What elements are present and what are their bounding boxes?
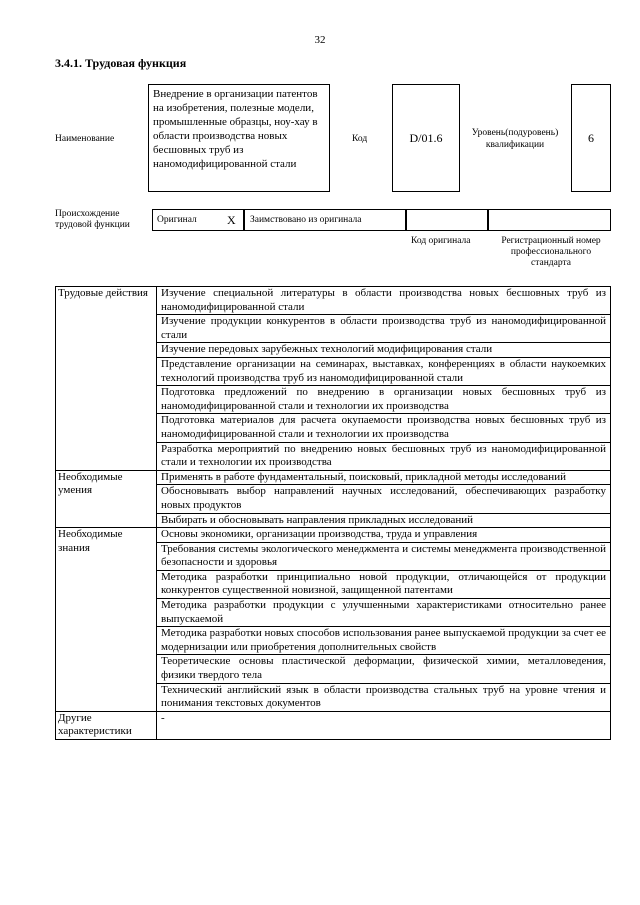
item-text: Технический английский язык в области производства стальных труб на уровне чтения и понимания текстовых документов bbox=[157, 683, 611, 711]
page-number: 32 bbox=[314, 34, 326, 46]
item-text: Методика разработки новых способов использования ранее выпускаемой продукции за счет ее модернизации или приобретения дополнительных свойств bbox=[157, 627, 611, 655]
table-row bbox=[56, 287, 611, 315]
item-text: Применять в работе фундаментальный, поисковый, прикладной методы исследований bbox=[157, 470, 611, 485]
item-text: Подготовка предложений по внедрению в организации новых бесшовных труб из наномодифицированной стали и технологии их производства bbox=[157, 386, 611, 414]
name-value-box: Внедрение в организации патентов на изобретения, полезные модели, промышленные образцы, ноу-хау в области производства новых бесшовных труб из наномодифицированной стали bbox=[148, 84, 330, 192]
level-label: Уровень(подуровень) квалификации bbox=[471, 128, 559, 150]
origin-reg-cell bbox=[488, 209, 611, 231]
item-text: Представление организации на семинарах, выставках, конференциях в области наукоемких технологий производства труб из наномодифицированной стали bbox=[157, 357, 611, 385]
item-text: Изучение продукции конкурентов в области производства труб из наномодифицированной стали bbox=[157, 315, 611, 343]
table-row bbox=[56, 528, 611, 543]
item-text: Требования системы экологического менеджмента и системы менеджмента производственной безопасности и здоровья bbox=[157, 542, 611, 570]
code-original-label: Код оригинала bbox=[411, 236, 471, 246]
origin-borrowed-label: Заимствовано из оригинала bbox=[250, 215, 362, 225]
item-text: Изучение специальной литературы в области производства новых бесшовных труб из наномодифицированной стали bbox=[157, 287, 611, 315]
item-text: Разработка мероприятий по внедрению новых бесшовных труб из наномодифицированной стали и технологии их производства bbox=[157, 442, 611, 470]
table-row bbox=[56, 711, 611, 739]
origin-code-cell bbox=[406, 209, 488, 231]
item-text: Изучение передовых зарубежных технологий модифицирования стали bbox=[157, 343, 611, 358]
origin-borrowed-cell bbox=[244, 209, 406, 231]
section-title: 3.4.1. Трудовая функция bbox=[55, 56, 187, 70]
origin-original-mark: X bbox=[227, 213, 236, 227]
item-text: Подготовка материалов для расчета окупаемости производства новых бесшовных труб из наномодифицированной стали и технологии их производства bbox=[157, 414, 611, 442]
origin-label: Происхождение трудовой функции bbox=[55, 209, 130, 230]
code-value-box: D/01.6 bbox=[392, 84, 460, 192]
item-text: Методика разработки продукции с улучшенными характеристиками относительно ранее выпускаемой bbox=[157, 599, 611, 627]
category-label: Другие характеристики bbox=[56, 711, 157, 739]
table-row bbox=[56, 470, 611, 485]
origin-original-cell bbox=[152, 209, 244, 231]
level-value-box: 6 bbox=[571, 84, 611, 192]
origin-original-label: Оригинал bbox=[157, 215, 197, 225]
code-label: Код bbox=[352, 134, 368, 144]
category-label: Необходимые умения bbox=[56, 470, 157, 527]
category-label: Трудовые действия bbox=[56, 287, 157, 471]
item-text: Выбирать и обосновывать направления прикладных исследований bbox=[157, 513, 611, 528]
item-text: Методика разработки принципиально новой продукции, отличающейся от продукции конкурентов существенной новизной, защищенной патентами bbox=[157, 570, 611, 598]
function-details-table bbox=[55, 286, 611, 740]
reg-number-label: Регистрационный номер профессионального стандарта bbox=[501, 236, 601, 268]
item-text: Основы экономики, организации производства, труда и управления bbox=[157, 528, 611, 543]
item-text: - bbox=[157, 711, 611, 739]
category-label: Необходимые знания bbox=[56, 528, 157, 712]
item-text: Обосновывать выбор направлений научных исследований, обеспечивающих разработку новых продуктов bbox=[157, 485, 611, 513]
item-text: Теоретические основы пластической деформации, физической химии, металловедения, физики твердого тела bbox=[157, 655, 611, 683]
name-label: Наименование bbox=[55, 134, 115, 144]
